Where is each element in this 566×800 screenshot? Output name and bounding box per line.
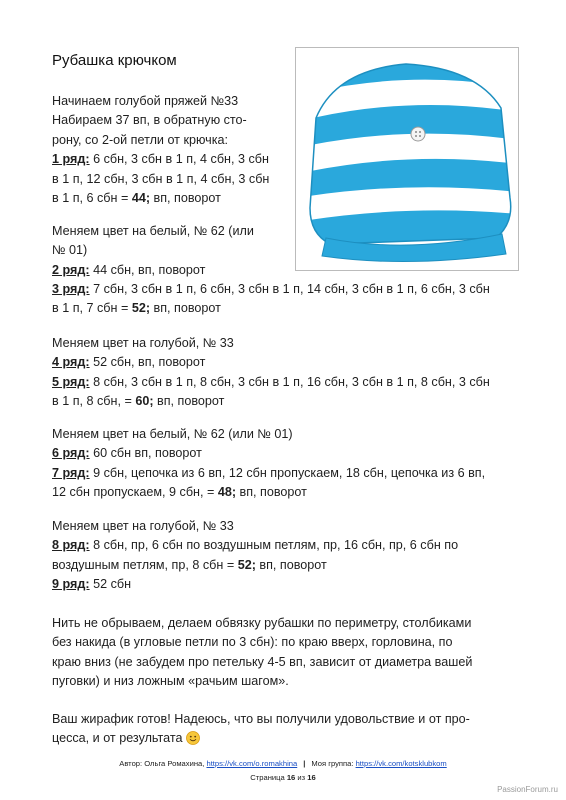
paragraph-line-last (52, 729, 517, 748)
author-link[interactable]: https://vk.com/o.romakhina (206, 759, 298, 768)
page-prefix: Страница (250, 773, 287, 782)
footer-credits (0, 759, 566, 768)
color-change-line: Меняем цвет на белый, № 62 (или № 01) (52, 427, 293, 441)
row-text: вп, поворот (255, 557, 327, 572)
row-1 (52, 150, 284, 169)
paragraph-line: без накида (в угловые петли по 3 сбн): по краю вверх, горловина, по (52, 635, 453, 650)
row-label: 8 ряд: (52, 538, 90, 553)
row-8 (52, 536, 517, 555)
intro-line: Набираем 37 вп, в обратную сто- (52, 113, 247, 128)
row-label: 5 ряд: (52, 374, 90, 389)
paragraph-line: Ваш жирафик готов! Надеюсь, что вы получили удовольствие и от про- (52, 712, 470, 726)
row-text: вп, поворот (150, 191, 221, 206)
color-change-line: № 01) (52, 243, 88, 258)
smile-emoji-icon (186, 731, 200, 745)
row-text: 8 сбн, пр, 6 сбн по воздушным петлям, пр, 16 сбн, пр, 6 сбн по (89, 538, 459, 553)
intro-line: Начинаем голубой пряжей №33 (52, 94, 239, 108)
color-change-line: Меняем цвет на белый, № 62 (или (52, 224, 254, 238)
intro-line: рону, со 2-ой петли от крючка: (52, 132, 228, 147)
page-number (0, 773, 566, 782)
color-change-white-1 (52, 222, 284, 280)
row-text: 8 сбн, 3 сбн в 1 п, 8 сбн, 3 сбн в 1 п, 16 сбн, 3 сбн в 1 п, 8 сбн, 3 сбн (89, 374, 490, 389)
color-change-white-2 (52, 425, 517, 503)
row-text: 52 сбн (89, 577, 132, 592)
paragraph-line: Нить не обрываем, делаем обвязку рубашки по периметру, столбиками (52, 616, 472, 630)
page-current: 16 (286, 773, 296, 782)
color-change-blue-2 (52, 517, 517, 595)
stitch-count: 44; (131, 191, 151, 206)
row-text: в 1 п, 8 сбн, = (52, 394, 136, 409)
row-9 (52, 575, 517, 594)
row-text: 6 сбн, 3 сбн в 1 п, 4 сбн, 3 сбн (89, 152, 269, 167)
row-text: 12 сбн пропускаем, 9 сбн, = (52, 485, 218, 500)
paragraph-line: краю вниз (не забудем про петельку 4-5 вп, зависит от диаметра вашей (52, 654, 473, 669)
row-label: 1 ряд: (52, 152, 90, 167)
row-label: 2 ряд: (52, 262, 90, 277)
crochet-shirt-photo (295, 47, 519, 271)
page-title: Рубашка крючком (52, 52, 177, 69)
row-4 (52, 353, 517, 372)
paragraph-text: цесса, и от результата (52, 731, 186, 746)
stitch-count: 60; (135, 394, 154, 409)
footer-separator: | (303, 759, 306, 768)
row-text: 52 сбн, вп, поворот (89, 355, 206, 370)
row-3-line (52, 299, 517, 318)
group-label: Моя группа: (311, 759, 356, 768)
row-1-cont: в 1 п, 12 сбн, 3 сбн в 1 п, 4 сбн, 3 сбн (52, 171, 270, 186)
page-mid: из (295, 773, 308, 782)
crochet-shirt-image (296, 48, 518, 270)
row-2 (52, 261, 284, 280)
instructions-intro (52, 92, 284, 208)
row-text: воздушным петлям, пр, 8 сбн = (52, 557, 238, 572)
color-change-blue-1 (52, 334, 517, 412)
row-label: 4 ряд: (52, 355, 90, 370)
row-text: вп, поворот (236, 485, 307, 500)
row-6 (52, 444, 517, 463)
row-text: 7 сбн, 3 сбн в 1 п, 6 сбн, 3 сбн в 1 п, 14 сбн, 3 сбн в 1 п, 6 сбн, 3 сбн (89, 282, 490, 296)
finishing-paragraph (52, 614, 517, 692)
row-text: в 1 п, 6 сбн = (52, 191, 132, 206)
group-link[interactable]: https://vk.com/kotsklubkom (355, 759, 447, 768)
row-8-cont (52, 556, 517, 575)
color-change-line: Меняем цвет на голубой, № 33 (52, 519, 234, 533)
row-text: 9 сбн, цепочка из 6 вп, 12 сбн пропускаем, 18 сбн, цепочка из 6 вп, (89, 465, 486, 480)
row-text: вп, поворот (153, 394, 225, 409)
row-7-cont (52, 483, 517, 502)
paragraph-line: пуговки) и низ ложным «рачьим шагом». (52, 674, 289, 689)
row-7 (52, 464, 517, 483)
row-text: 60 сбн вп, поворот (89, 446, 202, 461)
row-3-line (52, 280, 517, 299)
stitch-count: 52; (131, 301, 151, 316)
row-label: 7 ряд: (52, 465, 90, 480)
closing-paragraph (52, 710, 517, 749)
row-text: в 1 п, 7 сбн = (52, 301, 132, 316)
row-5 (52, 373, 517, 392)
row-3 (52, 280, 517, 319)
row-label: 3 ряд: (52, 282, 90, 296)
color-change-line: Меняем цвет на голубой, № 33 (52, 336, 234, 350)
author-label: Автор: Ольга Ромахина, (119, 759, 207, 768)
stitch-count: 48; (217, 485, 237, 500)
row-label: 6 ряд: (52, 446, 90, 461)
page-total: 16 (307, 773, 316, 782)
row-5-cont (52, 392, 517, 411)
row-text: вп, поворот (150, 301, 221, 316)
row-1-cont (52, 189, 284, 208)
row-label: 9 ряд: (52, 577, 90, 592)
watermark: PassionForum.ru (497, 785, 558, 794)
row-text: 44 сбн, вп, поворот (89, 262, 206, 277)
stitch-count: 52; (237, 557, 256, 572)
